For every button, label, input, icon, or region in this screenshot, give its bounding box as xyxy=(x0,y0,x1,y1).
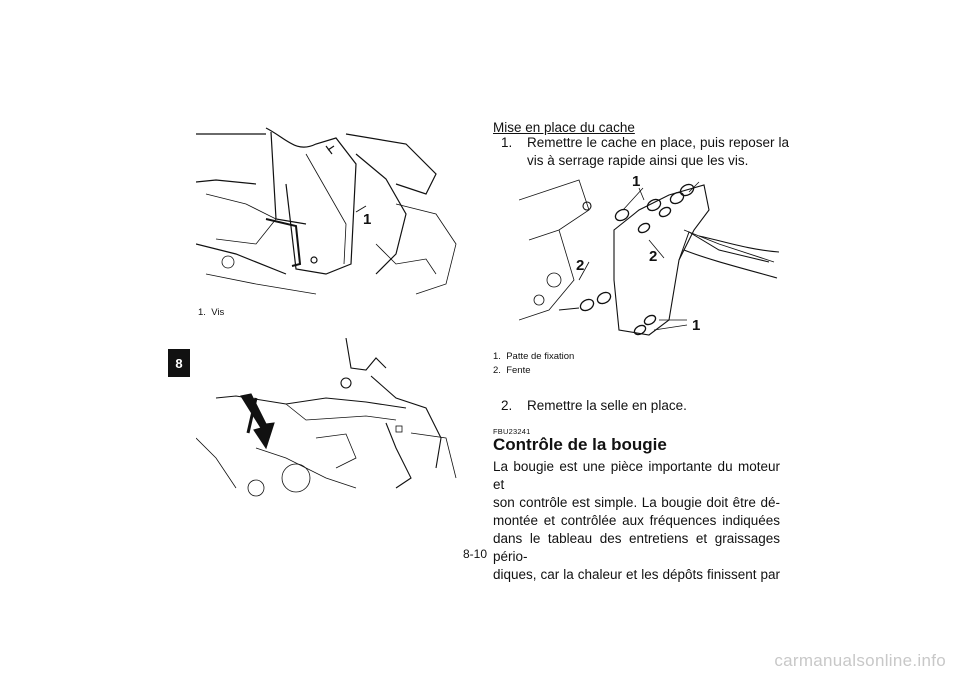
figure1-callout: 1 xyxy=(363,211,372,228)
figure3-callout-2a: 2 xyxy=(649,248,658,265)
paragraph-line: montée et contrôlée aux fréquences indiquées xyxy=(493,513,780,528)
figure1-caption xyxy=(198,306,224,320)
section-title: Mise en place du cache xyxy=(493,120,635,135)
step-text: Remettre le cache en place, puis reposer la vis à serrage rapide ainsi que les vis. xyxy=(527,135,789,168)
section-heading: Contrôle de la bougie xyxy=(493,435,667,454)
paragraph-line: dans le tableau des entretiens et graissages pério- xyxy=(493,531,780,564)
step-number: 1. xyxy=(501,135,513,150)
caption-item: 2. Fente xyxy=(493,365,531,376)
caption-item: 1. Vis xyxy=(198,307,225,318)
step-number: 2. xyxy=(501,398,513,413)
chapter-tab: 8 xyxy=(168,349,190,377)
figure3-callout-1b: 1 xyxy=(692,317,701,334)
paragraph-line: La bougie est une pièce importante du moteur et xyxy=(493,459,780,492)
step-1 xyxy=(501,134,789,170)
caption-item: 1. Patte de fixation xyxy=(493,351,575,362)
figure-cover-removal xyxy=(196,124,464,300)
reference-code: FBU23241 xyxy=(493,427,531,436)
step-2 xyxy=(501,397,789,415)
figure3-callout-1a: 1 xyxy=(632,173,641,190)
figure-cover-refit xyxy=(519,170,779,346)
body-paragraph xyxy=(493,458,780,584)
page-number: 8-10 xyxy=(463,547,488,561)
paragraph-line: son contrôle est simple. La bougie doit être dé- xyxy=(493,495,780,510)
paragraph-line: diques, car la chaleur et les dépôts finissent par xyxy=(493,567,780,582)
step-text: Remettre la selle en place. xyxy=(527,398,687,413)
watermark: carmanualsonline.info xyxy=(774,651,946,670)
figure3-caption xyxy=(493,350,574,378)
figure-atv-seat xyxy=(196,338,464,498)
figure3-callout-2b: 2 xyxy=(576,257,585,274)
